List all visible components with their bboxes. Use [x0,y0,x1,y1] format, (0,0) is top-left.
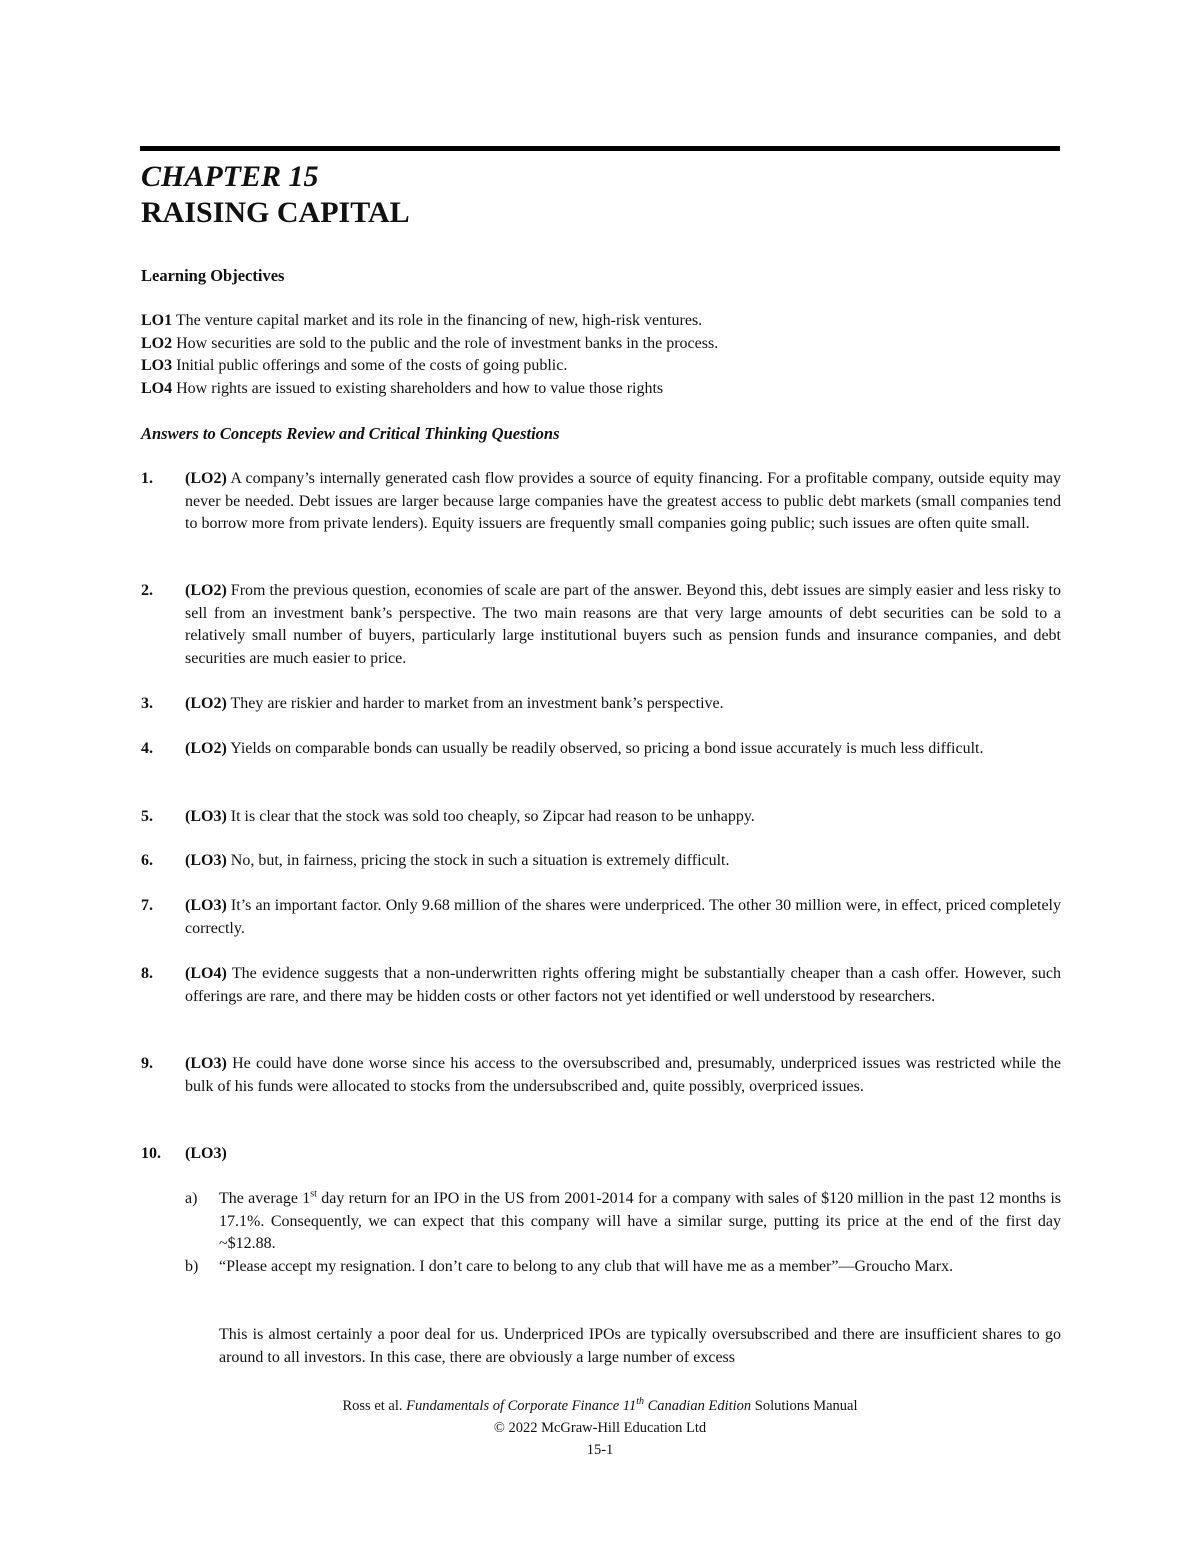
question-lo: (LO3) [185,1055,227,1072]
lo-item [141,333,718,356]
question-lo: (LO3) [185,897,227,914]
question-lo: (LO4) [185,965,227,982]
question-text: A company’s internally generated cash flow provides a source of equity financing. For a profitable company, outside equity may never be needed. Debt issues are larger because large companies have the greatest access to public debt markets (small companies tend to borrow more from private lenders). Equity issuers are frequently small companies going public; such issues are often quite small. [185,470,1061,533]
question-number: 10. [141,1145,161,1162]
lo-item [141,355,718,378]
lo-item [141,310,718,333]
question-text: It’s an important factor. Only 9.68 million of the shares were underpriced. The other 30 million were, in effect, priced completely correctly. [185,897,1061,937]
question-text: It is clear that the stock was sold too cheaply, so Zipcar had reason to be unhappy. [226,808,755,825]
question-text: He could have done worse since his access to the oversubscribed and, presumably, underpriced issues was restricted while the bulk of his funds were allocated to stocks from the undersubscribed and, quite possibly, overpriced issues. [185,1055,1061,1095]
question-item [141,963,1061,1008]
question-lo: (LO2) [185,470,227,487]
footer-suffix: Solutions Manual [751,1398,858,1414]
question-text: From the previous question, economies of scale are part of the answer. Beyond this, debt issues are simply easier and less risky to sell from an investment bank’s perspective. The two main reasons are that very large amounts of debt securities can be sold to a relatively small number of buyers, particularly large institutional buyers such as pension funds and insurance companies, and debt securities are much easier to price. [185,582,1061,668]
footer-edition: Canadian Edition [644,1398,752,1414]
chapter-label: CHAPTER 15 [141,160,319,193]
page-number: 15-1 [586,1442,614,1458]
sub-answer-a [185,1188,1061,1256]
question-lo: (LO2) [185,695,227,712]
question-item [141,738,1061,761]
question-item [141,468,1061,536]
superscript: st [310,1188,317,1200]
header-rule [140,146,1060,151]
lo-text: The venture capital market and its role in the financing of new, high-risk ventures. [172,312,703,329]
question-text: The evidence suggests that a non-underwritten rights offering might be substantially cheaper than a cash offer. However, such offerings are rare, and there may be hidden costs or other factors not yet identified or well understood by researchers. [185,965,1061,1005]
question-text: They are riskier and harder to market from an investment bank’s perspective. [226,695,724,712]
footer-citation [0,1396,1200,1416]
sub-answer-paragraph: This is almost certainly a poor deal for us. Underpriced IPOs are typically oversubscribed and there are insufficient shares to go around to all investors. In this case, there are obviously a large number of excess [219,1326,1061,1366]
question-number: 3. [141,695,153,712]
sub-answer-text: day return for an IPO in the US from 2001-2014 for a company with sales of $120 million in the past 12 months is 17.1%. Consequently, we can expect that this company will have a similar surge, putting its price at the end of the first day ~$12.88. [219,1190,1062,1253]
answers-heading: Answers to Concepts Review and Critical Thinking Questions [141,424,560,443]
question-lo: (LO3) [185,808,227,825]
sub-answer-marker: b) [185,1258,199,1275]
question-item [141,1143,1061,1166]
footer-book-title: Fundamentals of Corporate Finance 11 [406,1398,637,1414]
question-number: 9. [141,1055,153,1072]
question-lo: (LO2) [185,582,227,599]
question-item [141,693,1061,716]
lo-text: How rights are issued to existing shareholders and how to value those rights [172,380,664,398]
lo-text: How securities are sold to the public and the role of investment banks in the process. [172,334,719,352]
lo-code: LO1 [141,312,173,329]
question-number: 4. [141,740,153,757]
question-item [141,806,1061,829]
question-number: 1. [141,470,153,487]
question-item [141,850,1061,873]
question-item [141,1053,1061,1098]
question-number: 5. [141,808,153,825]
lo-text: Initial public offerings and some of the costs of going public. [172,357,568,375]
learning-objectives-list [141,310,718,401]
lo-item [141,378,718,401]
footer-prefix: Ross et al. [342,1398,407,1414]
superscript: th [636,1396,645,1408]
question-lo: (LO3) [185,852,227,869]
question-number: 2. [141,582,153,599]
lo-code: LO2 [141,334,173,352]
question-text: No, but, in fairness, pricing the stock in such a situation is extremely difficult. [226,852,730,869]
question-item [141,580,1061,671]
question-lo: (LO2) [185,740,227,757]
question-text: Yields on comparable bonds can usually be readily observed, so pricing a bond issue accurately is much less difficult. [226,740,984,757]
question-lo: (LO3) [185,1145,227,1162]
question-number: 7. [141,897,153,914]
sub-answer-marker: a) [185,1190,198,1207]
question-number: 8. [141,965,153,982]
chapter-title: RAISING CAPITAL [141,196,410,229]
sub-answer-b [185,1256,1061,1279]
question-number: 6. [141,852,153,869]
lo-code: LO4 [141,380,173,398]
question-item [141,895,1061,940]
sub-answer-text: The average 1 [219,1190,311,1207]
sub-answer-text: “Please accept my resignation. I don’t care to belong to any club that will have me as a member”—Groucho Marx. [219,1258,954,1275]
lo-code: LO3 [141,357,173,375]
footer-copyright: © 2022 McGraw-Hill Education Ltd [493,1420,707,1436]
learning-objectives-heading: Learning Objectives [141,266,285,285]
